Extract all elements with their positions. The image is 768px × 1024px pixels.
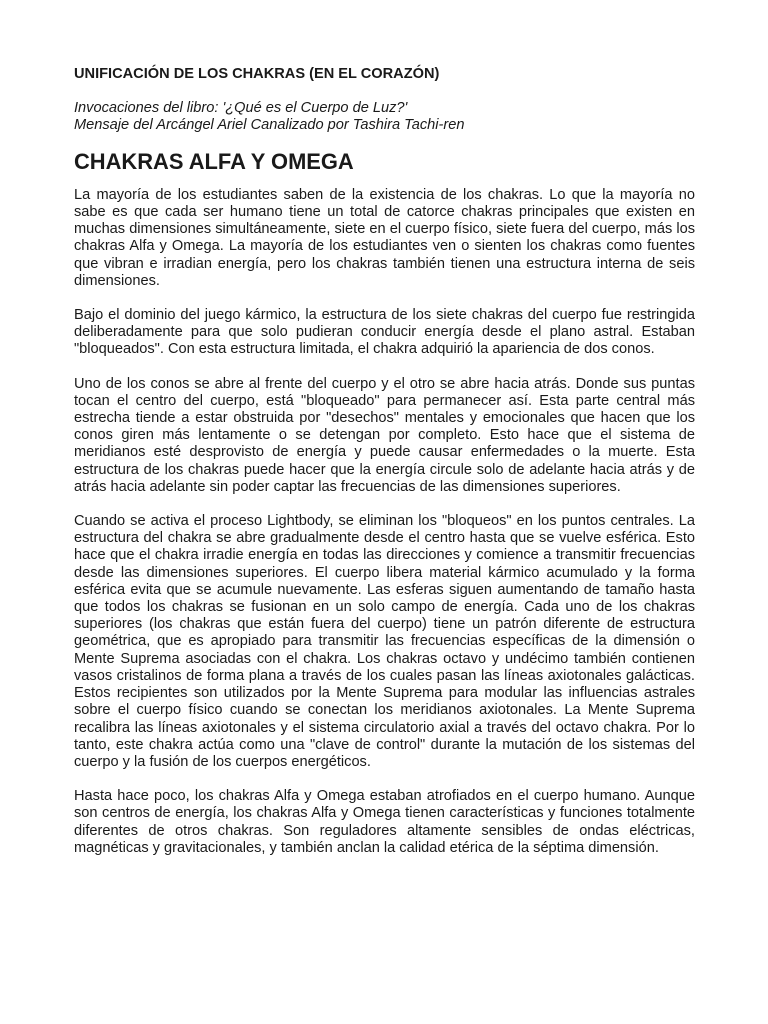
document-page bbox=[74, 66, 695, 874]
section-heading: CHAKRAS ALFA Y OMEGA bbox=[74, 148, 354, 174]
body-paragraph: Hasta hace poco, los chakras Alfa y Omega estaban atrofiados en el cuerpo humano. Aunque son centros de energía, los chakras Alfa y Omega tienen características y funciones totalmente diferentes de otros chakras. Son reguladores altamente sensibles de ondas eléctricas, magnéticas y gravitacionales, y también anclan la calidad etérica de la séptima dimensión. bbox=[74, 788, 695, 856]
document-title: UNIFICACIÓN DE LOS CHAKRAS (EN EL CORAZÓN) bbox=[74, 66, 440, 82]
channel-source-line: Mensaje del Arcángel Ariel Canalizado por Tashira Tachi-ren bbox=[74, 117, 465, 134]
book-source-line: Invocaciones del libro: '¿Qué es el Cuerpo de Luz?' bbox=[74, 100, 408, 117]
body-paragraph: Bajo el dominio del juego kármico, la estructura de los siete chakras del cuerpo fue restringida deliberadamente para que solo pudieran conducir energía desde el plano astral. Estaban "bloqueados". Con esta estructura limitada, el chakra adquirió la apariencia de dos conos. bbox=[74, 307, 695, 358]
body-paragraph: Cuando se activa el proceso Lightbody, se eliminan los "bloqueos" en los puntos centrales. La estructura del chakra se abre gradualmente desde el centro hasta que se vuelve esférica. Esto hace que el chakra irradie energía en todas las direcciones y comience a transmitir frecuencias desde las dimensiones superiores. El cuerpo libera material kármico acumulado y la forma esférica evita que se acumule nuevamente. Las esferas siguen aumentando de tamaño hasta que todos los chakras se fusionan en un solo campo de energía. Cada uno de los chakras superiores (los chakras que están fuera del cuerpo) tiene un patrón diferente de estructura geométrica, que es apropiado para transmitir las frecuencias específicas de la dimensión o Mente Suprema asociadas con el chakra. Los chakras octavo y undécimo también contienen vasos cristalinos de forma plana a través de los cuales pasan las líneas axiotonales galácticas. Estos recipientes son utilizados por la Mente Suprema para modular las influencias astrales sobre el cuerpo físico cuando se conectan los meridianos axiotonales. La Mente Suprema recalibra las líneas axiotonales y el sistema circulatorio axial a través del octavo chakra. Por lo tanto, este chakra actúa como una "clave de control" durante la mutación de los sistemas del cuerpo y la fusión de los cuerpos energéticos. bbox=[74, 513, 695, 770]
source-attribution bbox=[74, 100, 695, 134]
body-paragraph: La mayoría de los estudiantes saben de la existencia de los chakras. Lo que la mayoría no sabe es que cada ser humano tiene un total de catorce chakras principales que existen en muchas dimensiones simultáneamente, siete en el cuerpo físico, siete fuera del cuerpo, más los chakras Alfa y Omega. La mayoría de los estudiantes ven o sienten los chakras como fuentes que vibran e irradian energía, pero los chakras también tienen una estructura interna de seis dimensiones. bbox=[74, 186, 695, 289]
body-paragraph: Uno de los conos se abre al frente del cuerpo y el otro se abre hacia atrás. Donde sus puntas tocan el centro del cuerpo, está "bloqueado" para permanecer así. Esta parte central más estrecha tiende a estar obstruida por "desechos" mentales y emocionales que hacen que los conos giren más lentamente o se detengan por completo. Esto hace que el sistema de meridianos esté desprovisto de energía y puede causar enfermedades o la muerte. Esta estructura de los chakras puede hacer que la energía circule solo de adelante hacia atrás y de atrás hacia adelante sin poder captar las frecuencias de las dimensiones superiores. bbox=[74, 375, 695, 495]
